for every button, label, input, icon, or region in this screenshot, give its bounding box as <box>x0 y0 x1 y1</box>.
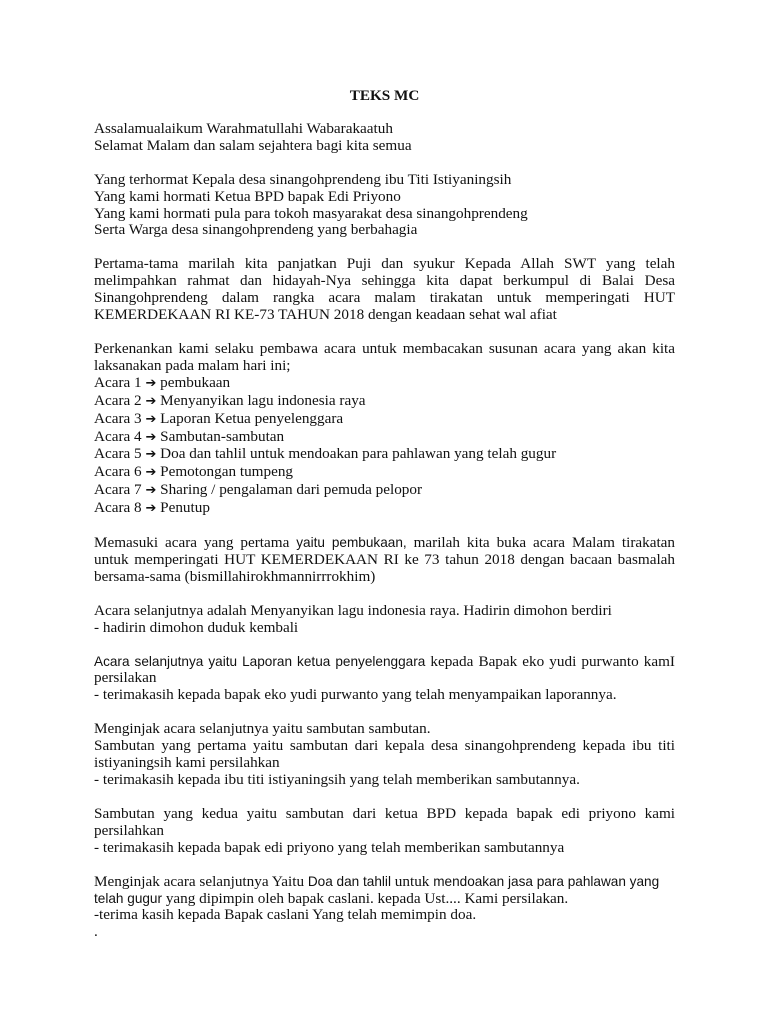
arrow-right-icon: ➔ <box>145 465 157 481</box>
respects-paragraph <box>94 172 675 240</box>
text-line: Menginjak acara selanjutnya Yaitu Doa dan tahlil untuk mendoakan jasa para pahlawan yang telah gugur yang dipimpin oleh bapak caslani. kepada Ust.... Kami persilakan. <box>94 872 660 907</box>
text-line: Sambutan yang kedua yaitu sambutan dari ketua BPD kepada bapak edi priyono kami persilahkan <box>94 804 675 839</box>
emphasis-text: Doa dan tahlil <box>307 873 391 889</box>
arrow-right-icon: ➔ <box>145 393 157 409</box>
arrow-right-icon: ➔ <box>145 501 157 517</box>
arrow-right-icon: ➔ <box>145 375 157 391</box>
document-title: TEKS MC <box>349 87 420 104</box>
agenda-item: Acara 5 ➔ Doa dan tahlil untuk mendoakan para pahlawan yang telah gugur <box>94 445 557 463</box>
arrow-right-icon: ➔ <box>145 411 157 427</box>
agenda-list <box>94 375 675 518</box>
text-line: - terimakasih kepada bapak eko yudi purwanto yang telah menyampaikan laporannya. <box>94 686 617 704</box>
agenda-item: Acara 8 ➔ Penutup <box>94 499 210 517</box>
text-line: - terimakasih kepada ibu titi istiyaningsih yang telah memberikan sambutannya. <box>94 771 580 788</box>
fourth-act-paragraph <box>94 721 675 789</box>
text-line: Menginjak acara selanjutnya yaitu sambutan sambutan. <box>94 720 431 738</box>
emphasis-text: mendoakan jasa para pahlawan yang telah gugur <box>94 873 660 906</box>
first-act-paragraph: Memasuki acara yang pertama yaitu pembukaan, marilah kita buka acara Malam tirakatan untuk memperingati HUT KEMERDEKAAN RI ke 73 tahun 2018 dengan bacaan basmalah bersama-sama (bismillahirokhmannirrrokhim) <box>94 534 676 585</box>
agenda-item: Acara 7 ➔ Sharing / pengalaman dari pemuda pelopor <box>94 481 423 499</box>
text-line: . <box>94 923 98 941</box>
sixth-act-paragraph <box>94 874 675 942</box>
agenda-item: Acara 1 ➔ pembukaan <box>94 373 231 391</box>
text-line: Acara selanjutnya adalah Menyanyikan lagu indonesia raya. Hadirin dimohon berdiri <box>94 601 612 619</box>
arrow-right-icon: ➔ <box>145 447 157 463</box>
respect-line: Yang kami hormati Ketua BPD bapak Edi Priyono <box>94 187 401 205</box>
agenda-item: Acara 3 ➔ Laporan Ketua penyelenggara <box>94 409 344 427</box>
respect-line: Yang terhormat Kepala desa sinangohprendeng ibu Titi Istiyaningsih <box>94 170 512 188</box>
text-line: Acara selanjutnya yaitu Laporan ketua penyelenggara kepada Bapak eko yudi purwanto kamI persilakan <box>94 652 675 687</box>
fifth-act-paragraph <box>94 806 675 857</box>
agenda-item: Acara 6 ➔ Pemotongan tumpeng <box>94 463 294 481</box>
text-line: - hadirin dimohon duduk kembali <box>94 618 299 636</box>
agenda-section <box>94 341 675 518</box>
opening-paragraph: Pertama-tama marilah kita panjatkan Puji dan syukur Kepada Allah SWT yang telah melimpahkan rahmat dan hidayah-Nya sehingga kita dapat berkumpul di Balai Desa Sinangohprendeng dalam rangka acara malam tirakatan untuk memperingati HUT KEMERDEKAAN RI KE-73 TAHUN 2018 dengan keadaan sehat wal afiat <box>94 255 675 324</box>
agenda-intro: Perkenankan kami selaku pembawa acara untuk membacakan susunan acara yang akan kita laksanakan pada malam hari ini; <box>94 339 675 374</box>
arrow-right-icon: ➔ <box>145 429 157 445</box>
agenda-item: Acara 2 ➔ Menyanyikan lagu indonesia raya <box>94 391 366 409</box>
document-page <box>94 88 675 941</box>
emphasis-text: Acara selanjutnya yaitu Laporan ketua penyelenggara <box>94 653 426 669</box>
text-line: Sambutan yang pertama yaitu sambutan dari kepala desa sinangohprendeng kepada ibu titi istiyaningsih kami persilahkan <box>94 737 675 772</box>
greeting-paragraph <box>94 121 675 155</box>
third-act-paragraph <box>94 654 675 705</box>
second-act-paragraph <box>94 603 675 637</box>
text-line: -terima kasih kepada Bapak caslani Yang telah memimpin doa. <box>94 906 477 924</box>
text-line: - terimakasih kepada bapak edi priyono yang telah memberikan sambutannya <box>94 838 565 856</box>
respect-line: Serta Warga desa sinangohprendeng yang berbahagia <box>94 221 418 239</box>
arrow-right-icon: ➔ <box>145 483 157 499</box>
respect-line: Yang kami hormati pula para tokoh masyarakat desa sinangohprendeng <box>94 204 528 222</box>
greeting-line: Assalamualaikum Warahmatullahi Wabarakaatuh <box>94 119 393 137</box>
agenda-item: Acara 4 ➔ Sambutan-sambutan <box>94 427 285 445</box>
emphasis-text: yaitu pembukaan, <box>296 535 407 551</box>
greeting-line: Selamat Malam dan salam sejahtera bagi kita semua <box>94 136 412 154</box>
